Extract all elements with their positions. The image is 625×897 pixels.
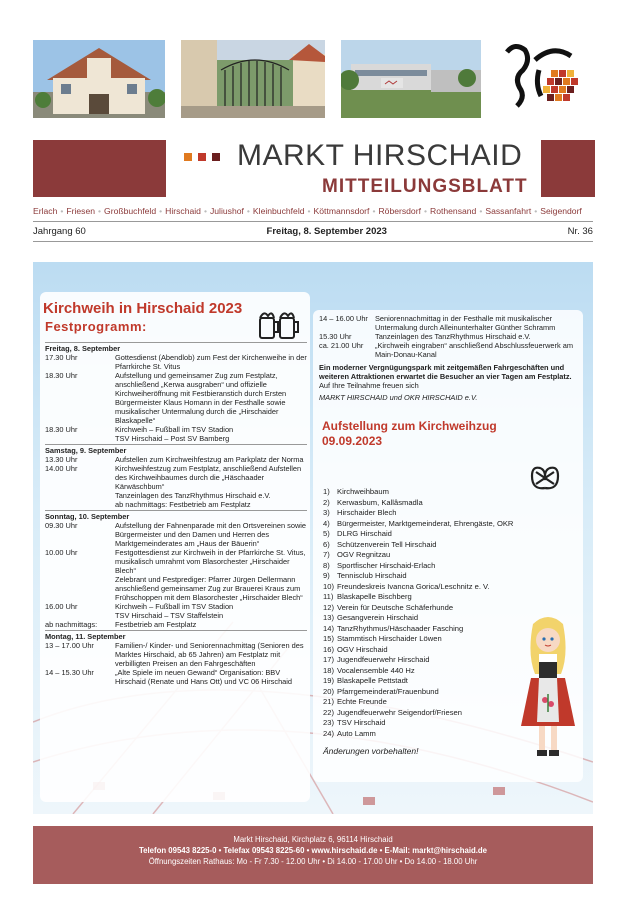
- program-text: Aufstellung der Fahnenparade mit den Ortsvereinen sowie Bürgermeister und den Damen und Herren des Marktgemeinderates am „Haus der Bäuerin“: [115, 521, 307, 548]
- program-entry: [45, 575, 307, 584]
- lineup-item: [323, 666, 533, 677]
- village-separator: •: [423, 206, 427, 216]
- village-separator: •: [307, 206, 311, 216]
- program-time: ca. 21.00 Uhr: [319, 341, 364, 350]
- program-text: Zelebrant und Festprediger: Pfarrer Jürgen Dellermann: [115, 575, 296, 584]
- lineup-item: [323, 487, 533, 498]
- program-time: 13 – 17.00 Uhr: [45, 641, 94, 650]
- program-entry: [45, 620, 307, 629]
- program-entry: [45, 434, 307, 443]
- issue-date: Freitag, 8. September 2023: [266, 226, 387, 237]
- lineup-item: [323, 708, 533, 719]
- lineup-number: 13): [323, 613, 334, 622]
- village-separator: •: [98, 206, 102, 216]
- lineup-item: [323, 529, 533, 540]
- program-entry: [45, 602, 307, 611]
- program-time: 13.30 Uhr: [45, 455, 78, 464]
- program-text: Festbetrieb am Festplatz: [115, 620, 197, 629]
- lineup-name: Jugendfeuerwehr Seigendorf/Friesen: [337, 707, 462, 717]
- village-name: Sassanfahrt: [485, 206, 532, 216]
- lineup-item: [323, 729, 533, 740]
- lineup-item: [323, 687, 533, 698]
- lineup-number: 7): [323, 550, 330, 559]
- lineup-number: 1): [323, 487, 330, 496]
- lineup-number: 17): [323, 655, 334, 664]
- program-entry: [45, 353, 307, 371]
- lineup-item: [323, 571, 533, 582]
- square-orange: [184, 153, 192, 161]
- header-bar-left: [33, 140, 166, 197]
- lineup-name: Kerwasbum, Kallâsmadla: [337, 497, 423, 507]
- program-entry: [45, 371, 307, 425]
- closing-line: Auf Ihre Teilnahme freuen sich: [319, 381, 419, 390]
- lineup-name: TanzRhythmus/Häschaader Fasching: [337, 623, 464, 633]
- village-name: Hirschaid: [165, 206, 201, 216]
- lineup-number: 9): [323, 571, 330, 580]
- program-text: Gottesdienst (Abendlob) zum Fest der Kirchenweihe in der Pfarrkirche St. Vitus: [115, 353, 307, 371]
- village-name: Seigendorf: [540, 206, 582, 216]
- lineup-name: Bürgermeister, Marktgemeinderat, Ehrengäste, OKR: [337, 518, 514, 528]
- lineup-item: [323, 582, 533, 593]
- monday-continued: [319, 314, 581, 402]
- festival-program: [45, 341, 307, 686]
- village-name: Rothensand: [429, 206, 477, 216]
- program-text: anschließend gemeinsamer Zug zur Brauerei Kraus zum Frühschoppen mit dem Blasorchester „Hirschaider Blech“: [115, 584, 303, 602]
- lineup-name: Verein für Deutsche Schäferhunde: [337, 602, 454, 612]
- lineup-name: Freundeskreis Ivancna Gorica/Leschnitz e. V.: [337, 581, 490, 591]
- village-name: Köttmannsdorf: [313, 206, 370, 216]
- village-name: Kleinbuchfeld: [252, 206, 305, 216]
- lineup-name: Sportfischer Hirschaid-Erlach: [337, 560, 436, 570]
- lineup-name: OGV Hirschaid: [337, 644, 388, 654]
- lineup-title: Aufstellung zum Kirchweihzug 09.09.2023: [322, 419, 497, 448]
- program-time: ab nachmittags:: [45, 620, 98, 629]
- lineup-item: [323, 655, 533, 666]
- poster-subtitle: Festprogramm:: [45, 319, 147, 334]
- lineup-name: Pfarrgemeinderat/Frauenbund: [337, 686, 439, 696]
- village-separator: •: [159, 206, 163, 216]
- lineup-number: 5): [323, 529, 330, 538]
- program-time: [45, 611, 115, 620]
- decorative-squares: [184, 153, 220, 161]
- program-time: [45, 584, 115, 602]
- lineup-item: [323, 561, 533, 572]
- village-separator: •: [534, 206, 538, 216]
- lineup-name: Gesangverein Hirschaid: [337, 613, 419, 622]
- village-separator: •: [372, 206, 376, 216]
- masthead-title: MARKT HIRSCHAID: [237, 139, 523, 172]
- village-name: Erlach: [33, 206, 58, 216]
- village-list: [33, 206, 593, 216]
- changes-note: Änderungen vorbehalten!: [323, 746, 419, 756]
- program-day-heading: Sonntag, 10. September: [45, 510, 307, 521]
- lineup-item: [323, 498, 533, 509]
- lineup-name: Kirchweihbaum: [337, 487, 389, 496]
- program-time: [45, 434, 115, 443]
- program-text: Festgottesdienst zur Kirchweih in der Pfarrkirche St. Vitus, musikalisch umrahmt vom Blasorchester „Hirschaider Blech“: [115, 548, 306, 575]
- lineup-name: Jugendfeuerwehr Hirschaid: [337, 655, 430, 664]
- village-name: Friesen: [66, 206, 96, 216]
- program-text: Tanzeinlagen des TanzRhythmus Hirschaid e.V.: [375, 332, 531, 341]
- lineup-item: [323, 508, 533, 519]
- program-text: „Kirchweih eingraben“ anschließend Abschlussfeuerwerk am Main-Donau-Kanal: [375, 341, 574, 359]
- program-time: 16.00 Uhr: [45, 602, 78, 611]
- lineup-number: 15): [323, 634, 334, 643]
- lineup-item: [323, 592, 533, 603]
- lineup-number: 10): [323, 581, 334, 591]
- village-name: Röbersdorf: [378, 206, 421, 216]
- program-text: TSV Hirschaid – TSV Staffelstein: [115, 611, 224, 620]
- lineup-name: Schützenverein Tell Hirschaid: [337, 539, 437, 549]
- lineup-item: [323, 718, 533, 729]
- program-entry: [45, 491, 307, 500]
- lineup-name: TSV Hirschaid: [337, 718, 386, 727]
- lineup-name: Tennisclub Hirschaid: [337, 571, 407, 580]
- lineup-name: Blaskapelle Bischberg: [337, 592, 412, 601]
- lineup-number: 14): [323, 623, 334, 633]
- village-name: Großbuchfeld: [104, 206, 157, 216]
- program-time: 14.00 Uhr: [45, 464, 78, 473]
- program-time: 14 – 15.30 Uhr: [45, 668, 94, 677]
- issue-number: Nr. 36: [567, 226, 593, 237]
- lineup-number: 3): [323, 508, 330, 517]
- lineup-item: [323, 645, 533, 656]
- program-entry: [45, 455, 307, 464]
- program-text: Seniorennachmittag in der Festhalle mit musikalischer Untermalung durch Alleinunterhalter Günther Schramm: [375, 314, 556, 332]
- lineup-number: 6): [323, 539, 330, 549]
- village-separator: •: [246, 206, 250, 216]
- issue-meta: [33, 226, 593, 237]
- lineup-number: 19): [323, 676, 334, 685]
- footer-hours: Öffnungszeiten Rathaus: Mo - Fr 7.30 - 12.00 Uhr • Di 14.00 - 17.00 Uhr • Do 14.00 - 18.00 Uhr: [148, 857, 478, 866]
- lineup-number: 12): [323, 602, 334, 612]
- divider-top: [33, 221, 593, 222]
- lineup-number: 8): [323, 560, 330, 570]
- hirschaid-logo: [495, 40, 595, 118]
- lineup-item: [323, 603, 533, 614]
- lineup-number: 21): [323, 697, 334, 706]
- lineup-item: [323, 519, 533, 530]
- lineup-item: [323, 624, 533, 635]
- program-entry: [45, 584, 307, 602]
- lineup-name: OGV Regnitzau: [337, 550, 391, 559]
- program-entry: [45, 611, 307, 620]
- photo-gate: [181, 40, 325, 118]
- program-text: Familien-/ Kinder- und Seniorennachmittag (Senioren des Marktes Hirschaid, ab 65 Jahren) am Festplatz mit verbilligten Preisen an den Fahrgeschäften: [115, 641, 304, 668]
- program-day-heading: Montag, 11. September: [45, 630, 307, 641]
- lineup-number: 22): [323, 707, 334, 717]
- program-time: 09.30 Uhr: [45, 521, 78, 530]
- signature: MARKT HIRSCHAID und OKR HIRSCHAID e.V.: [319, 393, 478, 402]
- header-bar-right: [541, 140, 595, 197]
- poster-text-layer: [33, 262, 593, 814]
- program-time: 10.00 Uhr: [45, 548, 78, 557]
- program-text: „Alte Spiele im neuen Gewand“ Organisation: BBV Hirschaid (Renate und Hans Ott) und VC 06 Hirschaid: [115, 668, 293, 686]
- program-entry: [45, 464, 307, 491]
- program-entry: [319, 314, 581, 332]
- village-separator: •: [60, 206, 64, 216]
- lineup-name: Stammtisch Hirschaider Löwen: [337, 634, 442, 643]
- program-text: Kirchweih – Fußball im TSV Stadion: [115, 425, 234, 434]
- lineup-number: 23): [323, 718, 334, 727]
- lineup-number: 4): [323, 518, 330, 528]
- lineup-number: 18): [323, 665, 334, 675]
- photo-school: [341, 40, 481, 118]
- lineup-number: 11): [323, 592, 334, 601]
- program-text: Kirchweih – Fußball im TSV Stadion: [115, 602, 234, 611]
- program-text: ab nachmittags: Festbetrieb am Festplatz: [115, 500, 251, 509]
- village-separator: •: [203, 206, 207, 216]
- lineup-number: 2): [323, 497, 330, 507]
- lineup-item: [323, 550, 533, 561]
- divider-bottom: [33, 241, 593, 242]
- poster-title: Kirchweih in Hirschaid 2023: [43, 300, 243, 317]
- lineup-number: 20): [323, 686, 334, 696]
- footer-contact: Telefon 09543 8225-0 • Telefax 09543 8225-60 • www.hirschaid.de • E-Mail: markt@hirschaid.de: [138, 846, 488, 855]
- program-entry: [319, 341, 581, 359]
- square-dark: [212, 153, 220, 161]
- lineup-item: [323, 613, 533, 624]
- lineup-name: Vocalensemble 440 Hz: [337, 665, 415, 675]
- program-text: Aufstellen zum Kirchweihfestzug am Parkplatz der Norma: [115, 455, 304, 464]
- program-entry: [45, 521, 307, 548]
- program-entry: [45, 668, 307, 686]
- program-entry: [45, 641, 307, 668]
- program-time: 17.30 Uhr: [45, 353, 78, 362]
- program-time: 18.30 Uhr: [45, 425, 78, 434]
- lineup-item: [323, 697, 533, 708]
- program-time: 18.30 Uhr: [45, 371, 78, 380]
- footer: [33, 826, 593, 884]
- lineup-name: Hirschaider Blech: [337, 508, 397, 517]
- square-red: [198, 153, 206, 161]
- program-text: Tanzeinlagen des TanzRhythmus Hirschaid e.V.: [115, 491, 271, 500]
- program-day-heading: Freitag, 8. September: [45, 342, 307, 353]
- program-text: TSV Hirschaid – Post SV Bamberg: [115, 434, 230, 443]
- lineup-number: 24): [323, 728, 334, 738]
- lineup-item: [323, 634, 533, 645]
- volume: Jahrgang 60: [33, 226, 86, 237]
- masthead-subtitle: MITTEILUNGSBLATT: [322, 176, 528, 197]
- program-entry: [45, 425, 307, 434]
- program-time: [45, 500, 115, 509]
- footer-address: Markt Hirschaid, Kirchplatz 6, 96114 Hirschaid: [233, 835, 393, 844]
- lineup-item: [323, 540, 533, 551]
- lineup-name: Blaskapelle Pettstadt: [337, 676, 408, 685]
- village-separator: •: [479, 206, 483, 216]
- program-text: Kirchweihfestzug zum Festplatz, anschließend Aufstellen des Kirchweihbaumes durch die „Häschaader Kärwäschbum“: [115, 464, 302, 491]
- lineup-list: [323, 487, 533, 739]
- program-time: 14 – 16.00 Uhr: [319, 314, 368, 323]
- program-entry: [45, 548, 307, 575]
- photo-town-hall: [33, 40, 165, 118]
- lineup-name: Echte Freunde: [337, 697, 387, 706]
- program-day-heading: Samstag, 9. September: [45, 444, 307, 455]
- program-text: Aufstellung und gemeinsamer Zug zum Festplatz, anschließend „Kerwa ausgraben“ und offizielle Kirchweiheröffnung mit Festbieranstich durch Ersten Bürgermeister Klaus Homann in der Festhalle sowie musikalischer Untermalung durch die „Hirschaider Blaskapelle“: [115, 371, 287, 425]
- program-entry: [45, 500, 307, 509]
- lineup-name: Auto Lamm: [337, 728, 376, 738]
- program-time: [45, 491, 115, 500]
- lineup-item: [323, 676, 533, 687]
- program-time: 15.30 Uhr: [319, 332, 352, 341]
- lineup-number: 16): [323, 644, 334, 654]
- program-entry: [319, 332, 581, 341]
- village-name: Juliushof: [209, 206, 244, 216]
- program-time: [45, 575, 115, 584]
- announcement: Ein moderner Vergnügungspark mit zeitgemäßen Fahrgeschäften und weiteren Attraktionen erwartet die Besucher an vier Tagen am Festplatz.: [319, 363, 572, 381]
- lineup-name: DLRG Hirschaid: [337, 529, 392, 538]
